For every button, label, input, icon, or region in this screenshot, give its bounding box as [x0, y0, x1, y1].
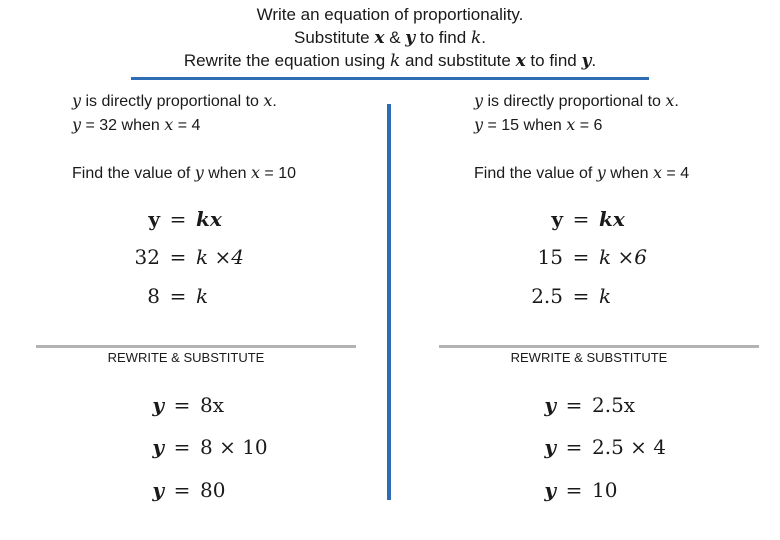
header-line-3: [0, 50, 780, 72]
left-section-divider: [36, 345, 356, 348]
left-prompt-2: [72, 115, 200, 135]
header-text: Rewrite the equation using: [183, 51, 390, 70]
var-x: x: [665, 91, 675, 110]
var-k: k: [389, 51, 401, 71]
text: Find the value of: [474, 165, 597, 182]
eq-lhs: y: [544, 478, 556, 502]
eq-lhs: 2.5: [531, 284, 563, 308]
eq-operator: =: [173, 478, 191, 502]
eq-operator: =: [565, 478, 583, 502]
eq-lhs: y: [152, 478, 164, 502]
eq-lhs: y: [551, 207, 563, 231]
header-divider: [131, 77, 649, 80]
eq-lhs: y: [152, 435, 164, 459]
text: is directly proportional to: [483, 93, 666, 110]
eq-rhs: k: [196, 284, 209, 308]
var-y: y: [72, 115, 82, 134]
eq-operator: =: [169, 207, 187, 231]
eq-rhs: kx: [196, 207, 222, 231]
text: .: [674, 93, 679, 110]
left-prompt-1: [72, 91, 277, 111]
var-x: x: [515, 51, 526, 71]
var-x: x: [652, 163, 662, 182]
eq-lhs: 15: [537, 245, 563, 269]
eq-operator: =: [565, 435, 583, 459]
right-equation-4: [512, 393, 635, 417]
left-subtitle: REWRITE & SUBSTITUTE: [107, 350, 265, 365]
header-text: .: [591, 51, 597, 70]
text: = 32 when: [81, 117, 165, 134]
var-y: y: [405, 28, 416, 48]
eq-operator: =: [572, 207, 590, 231]
left-equation-1: [100, 207, 222, 231]
var-y: y: [596, 163, 606, 182]
eq-operator: =: [565, 393, 583, 417]
text: = 6: [575, 117, 603, 134]
eq-operator: =: [169, 284, 187, 308]
eq-operator: =: [169, 245, 187, 269]
right-section-divider: [439, 345, 759, 348]
right-equation-5: [512, 435, 666, 459]
header-line-1-text: Write an equation of proportionality.: [256, 5, 524, 24]
right-prompt-2: [474, 115, 602, 135]
eq-lhs: y: [152, 393, 164, 417]
right-subtitle: REWRITE & SUBSTITUTE: [510, 350, 668, 365]
eq-lhs: y: [544, 393, 556, 417]
text: is directly proportional to: [81, 93, 264, 110]
right-equation-2: [503, 245, 647, 269]
eq-rhs: 8 × 10: [200, 435, 268, 459]
text: when: [605, 165, 653, 182]
eq-lhs: y: [148, 207, 160, 231]
var-x: x: [566, 115, 576, 134]
center-divider: [387, 104, 391, 500]
header-line-1: [0, 4, 780, 26]
right-equation-6: [512, 478, 617, 502]
left-equation-4: [120, 393, 224, 417]
var-y: y: [474, 91, 484, 110]
eq-rhs: k ×4: [196, 245, 244, 269]
left-question: [72, 163, 296, 183]
left-equation-3: [100, 284, 208, 308]
eq-rhs: 2.5 × 4: [592, 435, 667, 459]
eq-rhs: kx: [599, 207, 625, 231]
header-text: .: [481, 28, 486, 47]
eq-rhs: 8x: [200, 393, 225, 417]
header-line-2: [0, 27, 780, 49]
var-y: y: [194, 163, 204, 182]
text: when: [203, 165, 251, 182]
header-text: &: [384, 28, 406, 47]
var-y: y: [581, 51, 592, 71]
var-k: k: [470, 28, 482, 48]
header-text: and substitute: [400, 51, 516, 70]
eq-operator: =: [572, 284, 590, 308]
eq-operator: =: [173, 393, 191, 417]
right-equation-1: [503, 207, 625, 231]
eq-rhs: 2.5x: [592, 393, 636, 417]
eq-rhs: k: [599, 284, 612, 308]
left-equation-6: [120, 478, 225, 502]
var-x: x: [164, 115, 174, 134]
eq-lhs: y: [544, 435, 556, 459]
eq-operator: =: [173, 435, 191, 459]
eq-rhs: 10: [592, 478, 618, 502]
var-y: y: [474, 115, 484, 134]
left-equation-5: [120, 435, 268, 459]
eq-lhs: 32: [134, 245, 160, 269]
left-equation-2: [100, 245, 244, 269]
var-x: x: [263, 91, 273, 110]
text: = 4: [173, 117, 201, 134]
var-y: y: [72, 91, 82, 110]
text: .: [272, 93, 277, 110]
header-text: Substitute: [294, 28, 375, 47]
header-text: to find: [415, 28, 471, 47]
text: = 10: [259, 165, 296, 182]
eq-operator: =: [572, 245, 590, 269]
right-prompt-1: [474, 91, 679, 111]
eq-rhs: k ×6: [599, 245, 647, 269]
var-x: x: [374, 28, 385, 48]
text: Find the value of: [72, 165, 195, 182]
text: = 4: [661, 165, 690, 182]
header-text: to find: [525, 51, 582, 70]
var-x: x: [250, 163, 260, 182]
eq-rhs: 80: [200, 478, 226, 502]
right-equation-3: [503, 284, 611, 308]
right-question: [474, 163, 689, 183]
eq-lhs: 8: [147, 284, 160, 308]
text: = 15 when: [483, 117, 567, 134]
